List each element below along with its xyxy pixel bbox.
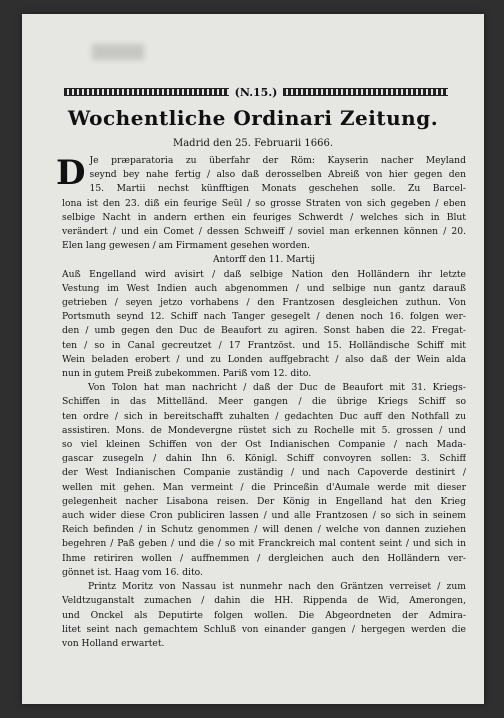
text-line: und Onckel als Deputirte folgen wollen. Die Abgeordneten der Admira-: [62, 609, 466, 621]
text-line: lona ist den 23. diß ein feurige Seül / so grosse Straten von sich gegeben / eben: [62, 197, 466, 209]
article-body: [56, 153, 466, 651]
text-line: begehren / Paß geben / und die / so mit Franckreich mal content seint / und sich in: [62, 538, 466, 550]
text-line: Reich befinden / in Schutz genommen / will denen / welche von dannen zuziehen: [62, 524, 466, 536]
text-line: Auß Engelland wird avisirt / daß selbige Nation den Holländern ihr letzte: [62, 268, 466, 280]
text-line: den / umb gegen den Duc de Beaufort zu agiren. Sonst haben die 22. Fregat-: [62, 325, 466, 337]
text-line: nun in gutem Preiß zubekommen. Pariß vom 12. dito.: [62, 368, 312, 380]
text-line: Schiffen in das Mittelländ. Meer gangen / die übrige Kriegs Schiff so: [62, 396, 466, 408]
text-line: Antorff den 11. Martij: [212, 254, 316, 266]
text-line: Wein beladen erobert / und zu Londen auffgebracht / also daß der Wein alda: [62, 353, 466, 365]
text-line: getrieben / seyen jetzo vorhabens / den Frantzosen desgleichen zuthun. Von: [62, 297, 466, 309]
text-line: Je præparatoria zu überfahr der Röm: Kayserin nacher Meyland: [89, 155, 466, 166]
text-line: Veldtzuganstalt zumachen / dahin die HH. Rippenda de Wid, Amerongen,: [62, 595, 466, 607]
text-line: gönnet ist. Haag vom 16. dito.: [62, 566, 203, 578]
ink-smudge: [92, 44, 144, 60]
text-line: litet seint nach gemachtem Schluß von einander gangen / hergegen werden die: [62, 623, 466, 635]
issue-number: (N.15.): [234, 85, 278, 99]
ornament-rule-right: [283, 88, 448, 96]
text-line: ten / so in Canal gecreutzet / 17 Frantzöst. und 15. Holländische Schiff mit: [62, 339, 466, 351]
text-line: Elen lang gewesen / am Firmament gesehen worden.: [62, 240, 310, 252]
text-line: von Holland erwartet.: [62, 637, 165, 649]
text-line: wellen mit gehen. Man vermeint / die Princeßin d'Aumale werde mit dieser: [62, 481, 466, 493]
drop-cap: D: [56, 153, 86, 193]
text-line: gascar zusegeln / dahin Ihn 6. Königl. Schiff convoyren sollen: 3. Schiff: [62, 453, 466, 465]
text-line: so viel kleinen Schiffen von der Ost Indianischen Companie / nach Mada-: [62, 439, 466, 451]
text-line: ten ordre / sich in bereitschafft zuhalten / gedachten Duc auff den Nothfall zu: [62, 410, 466, 422]
text-line: Portsmuth seynd 12. Schiff nach Tanger gesegelt / denen noch 16. folgen wer-: [62, 311, 466, 323]
text-line: seynd bey nahe fertig / also daß derosselben Abreiß von hier gegen den: [89, 169, 466, 181]
ornament-rule-left: [64, 88, 229, 96]
dateline: Madrid den 25. Februarii 1666.: [172, 138, 334, 149]
text-line: Ihme retiriren wollen / auffnemmen / dergleichen auch den Holländern ver-: [62, 552, 466, 564]
text-line: 15. Martii nechst künfftigen Monats geschehen solle. Zu Barcel-: [89, 183, 466, 195]
newspaper-title: Wochentliche Ordinari Zeitung.: [67, 106, 439, 130]
text-line: Vestung im West Indien auch abgenommen / und selbige nun gantz darauß: [62, 282, 466, 294]
header-ornament: [64, 84, 448, 100]
text-line: verändert / und ein Comet / dessen Schweiff / soviel man erkennen können / 20.: [62, 226, 466, 238]
text-line: assistiren. Mons. de Mondevergne rüstet sich zu Rochelle mit 5. grossen / und: [62, 424, 466, 436]
text-line: auch wider diese Cron publiciren lassen / und alle Frantzosen / so sich in seinem: [62, 510, 466, 522]
text-line: Von Tolon hat man nachricht / daß der Duc de Beaufort mit 31. Kriegs-: [88, 382, 466, 394]
text-line: der West Indianischen Companie zuständig / und nach Capoverde destinirt /: [62, 467, 466, 479]
text-line: selbige Nacht in andern erthen ein feuriges Schwerdt / welches sich in Blut: [62, 211, 466, 223]
text-line: Printz Moritz von Nassau ist nunmehr nach den Gräntzen verreiset / zum: [88, 581, 466, 593]
text-line: gelegenheit nacher Lisabona reisen. Der König in Engelland hat den Krieg: [62, 495, 466, 507]
newspaper-page: [22, 14, 484, 704]
